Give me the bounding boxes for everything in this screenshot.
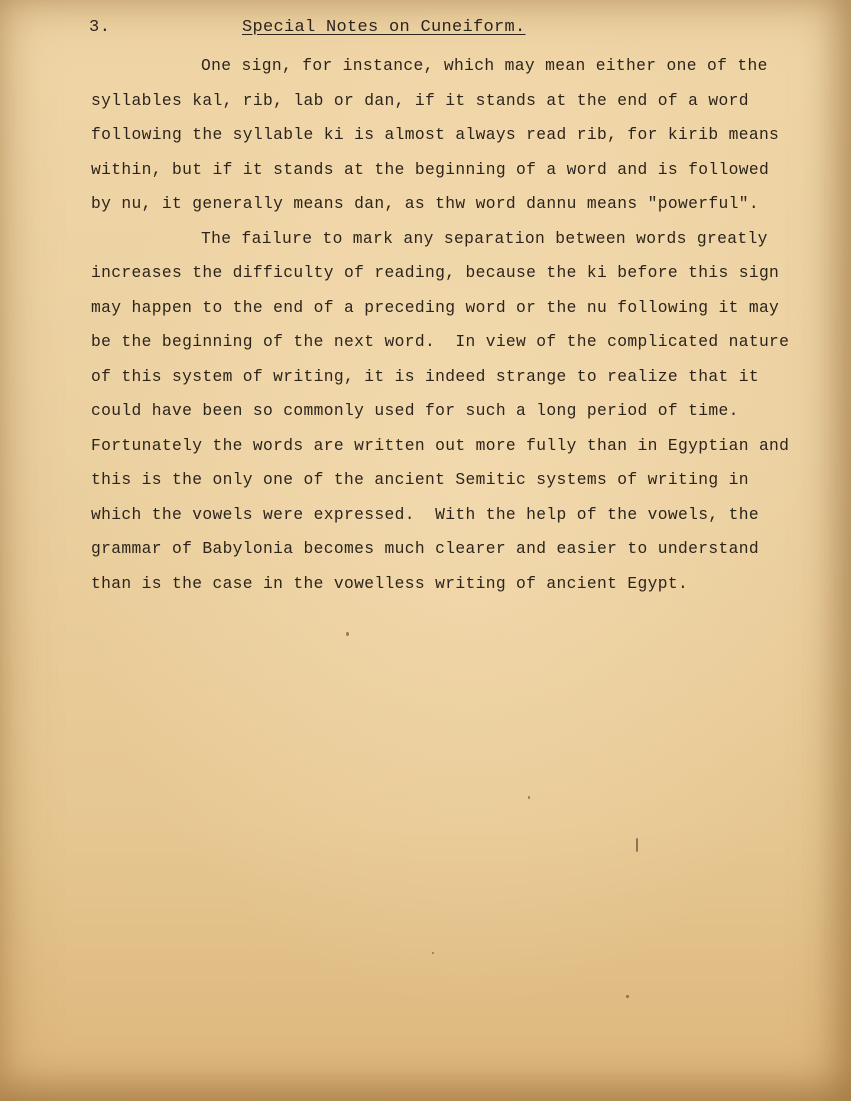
text-line: may happen to the end of a preceding word or the nu following it may (91, 297, 780, 317)
text-line: by nu, it generally means dan, as thw word dannu means "powerful". (91, 194, 759, 213)
paragraph-2 (91, 222, 811, 602)
page-title: Special Notes on Cuneiform. (242, 18, 526, 37)
paper-speck (346, 632, 349, 636)
text-line: be the beginning of the next word. In view of the complicated nature (91, 332, 790, 351)
text-line: The failure to mark any separation between words greatly (201, 228, 768, 248)
text-line: of this system of writing, it is indeed strange to realize that it (91, 366, 759, 386)
paragraph-1 (91, 49, 811, 222)
text-line: One sign, for instance, which may mean either one of the (201, 56, 768, 75)
paper-speck (432, 952, 434, 954)
text-line: within, but if it stands at the beginning of a word and is followed (91, 159, 770, 179)
text-line: which the vowels were expressed. With the help of the vowels, the (91, 504, 759, 524)
text-line: grammar of Babylonia becomes much clearer and easier to understand (91, 539, 759, 558)
text-line: syllables kal, rib, lab or dan, if it stands at the end of a word (91, 90, 749, 110)
text-line: following the syllable ki is almost always read rib, for kirib means (91, 125, 780, 144)
text-line: this is the only one of the ancient Semitic systems of writing in (91, 470, 749, 489)
paper-speck (636, 838, 638, 852)
text-line: could have been so commonly used for such a long period of time. (91, 401, 739, 420)
text-line: than is the case in the vowelless writing of ancient Egypt. (91, 573, 689, 593)
paper-speck (626, 995, 629, 998)
paper-speck (528, 796, 530, 799)
text-line: Fortunately the words are written out more fully than in Egyptian and (91, 435, 790, 455)
text-line: increases the difficulty of reading, because the ki before this sign (91, 263, 780, 282)
page-number: 3. (89, 18, 111, 37)
body-text (91, 49, 811, 601)
